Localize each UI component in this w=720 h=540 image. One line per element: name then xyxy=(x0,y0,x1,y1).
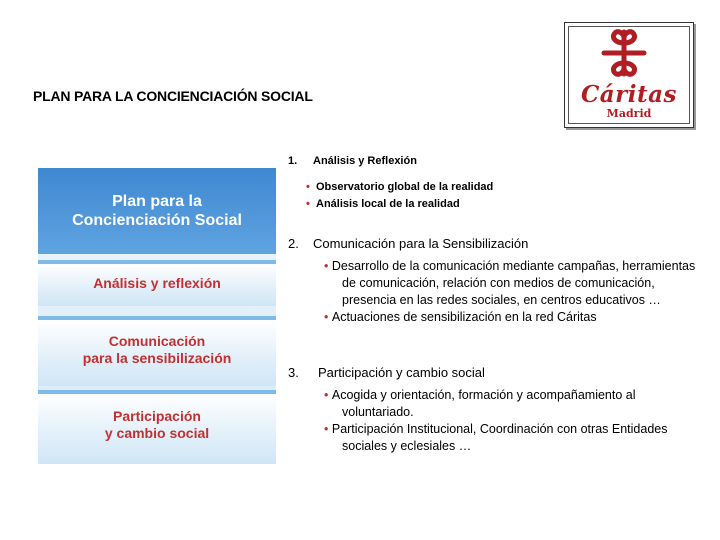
list-item: • Participación Institucional, Coordinación con otras Entidades sociales y eclesiales … xyxy=(324,422,668,453)
list-item: • Observatorio global de la realidad xyxy=(306,179,686,196)
diagram-main-line1: Plan para la xyxy=(112,193,202,210)
bullet-icon: • xyxy=(306,198,310,210)
list-item: • Actuaciones de sensibilización en la red Cáritas xyxy=(324,310,597,324)
caritas-cross-icon xyxy=(601,29,647,77)
section-2-title: Comunicación para la Sensibilización xyxy=(313,236,529,251)
section-3-title: Participación y cambio social xyxy=(318,365,485,380)
list-item: • Acogida y orientación, formación y acompañamiento al voluntariado. xyxy=(324,388,636,419)
diagram-main-box xyxy=(38,168,276,254)
bullet-icon: • xyxy=(324,422,332,436)
bullet-icon: • xyxy=(324,310,332,324)
logo-city-text: Madrid xyxy=(606,107,652,120)
page-title: PLAN PARA LA CONCIENCIACIÓN SOCIAL xyxy=(33,88,313,104)
section-2-bullets xyxy=(316,258,696,326)
bullet-icon: • xyxy=(324,388,332,402)
diagram-box-participacion xyxy=(38,390,276,464)
section-3-bullets xyxy=(316,387,696,455)
diagram-box-analisis xyxy=(38,260,276,306)
bullet-icon: • xyxy=(324,259,332,273)
diagram-box-analisis-label: Análisis y reflexión xyxy=(93,275,221,291)
diagram-box-comunicacion xyxy=(38,316,276,386)
list-item: • Análisis local de la realidad xyxy=(306,196,686,213)
section-2-number: 2. xyxy=(288,236,299,251)
list-item: • Desarrollo de la comunicación mediante campañas, herramientas de comunicación, relación con medios de comunicación, presencia en las redes sociales, en centros educativos … xyxy=(324,259,696,307)
section-1-bullets xyxy=(306,179,686,213)
diagram-box-comunicacion-line1: Comunicación xyxy=(108,333,206,349)
section-1-number: 1. xyxy=(288,155,298,167)
diagram-box-comunicacion-line2: para la sensibilización xyxy=(82,350,232,366)
plan-diagram xyxy=(38,168,276,464)
section-1-title: Análisis y Reflexión xyxy=(313,155,417,167)
logo-brand-text: Cáritas xyxy=(580,81,678,108)
bullet-icon: • xyxy=(306,181,310,193)
diagram-main-line2: Concienciación Social xyxy=(72,212,242,229)
diagram-box-participacion-line1: Participación xyxy=(113,408,201,424)
section-3-number: 3. xyxy=(288,365,299,380)
caritas-logo xyxy=(564,22,694,128)
diagram-box-participacion-line2: y cambio social xyxy=(104,425,210,441)
